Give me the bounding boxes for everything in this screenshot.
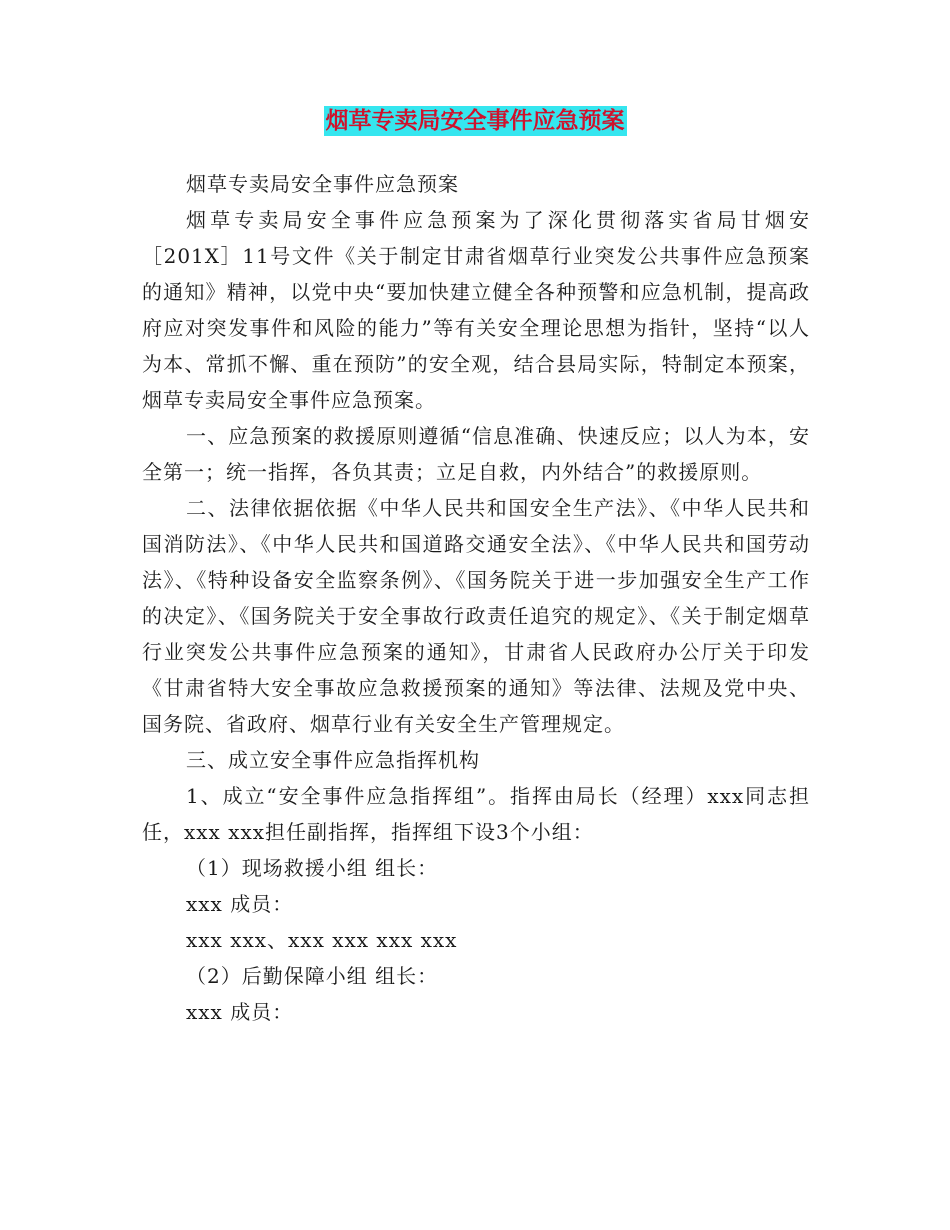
document-body (142, 166, 810, 1030)
paragraph-command-group: 1、成立“安全事件应急指挥组”。指挥由局长（经理）xxx同志担任，xxx xxx担任副指挥，指挥组下设3个小组： (142, 784, 810, 844)
line-logistics-members-label: xxx 成员： (186, 1000, 294, 1024)
paragraph-subtitle: 烟草专卖局安全事件应急预案 (186, 172, 459, 196)
title-container (0, 106, 950, 136)
line-logistics-team: （2）后勤保障小组 组长： (186, 964, 439, 988)
line-rescue-members: xxx xxx、xxx xxx xxx xxx (186, 928, 458, 952)
document-title: 烟草专卖局安全事件应急预案 (325, 108, 625, 134)
line-rescue-members-label: xxx 成员： (186, 892, 294, 916)
paragraph-legal-basis: 二、法律依据依据《中华人民共和国安全生产法》、《中华人民共和国消防法》、《中华人民共和国道路交通安全法》、《中华人民共和国劳动法》、《特种设备安全监察条例》、《国务院关于进一步加强安全生产工作的决定》、《国务院关于安全事故行政责任追究的规定》、《关于制定烟草行业突发公共事件应急预案的通知》，甘肃省人民政府办公厅关于印发《甘肃省特大安全事故应急救援预案的通知》等法律、法规及党中央、国务院、省政府、烟草行业有关安全生产管理规定。 (142, 496, 810, 736)
paragraph-section-three: 三、成立安全事件应急指挥机构 (186, 748, 480, 772)
line-rescue-team: （1）现场救援小组 组长： (186, 856, 439, 880)
paragraph-principles: 一、应急预案的救援原则遵循“信息准确、快速反应；以人为本，安全第一；统一指挥，各负其责；立足自救，内外结合”的救援原则。 (142, 424, 810, 484)
paragraph-intro: 烟草专卖局安全事件应急预案为了深化贯彻落实省局甘烟安［201X］11号文件《关于制定甘肃省烟草行业突发公共事件应急预案的通知》精神，以党中央“要加快建立健全各种预警和应急机制，提高政府应对突发事件和风险的能力”等有关安全理论思想为指针，坚持“以人为本、常抓不懈、重在预防”的安全观，结合县局实际，特制定本预案，烟草专卖局安全事件应急预案。 (142, 208, 810, 412)
